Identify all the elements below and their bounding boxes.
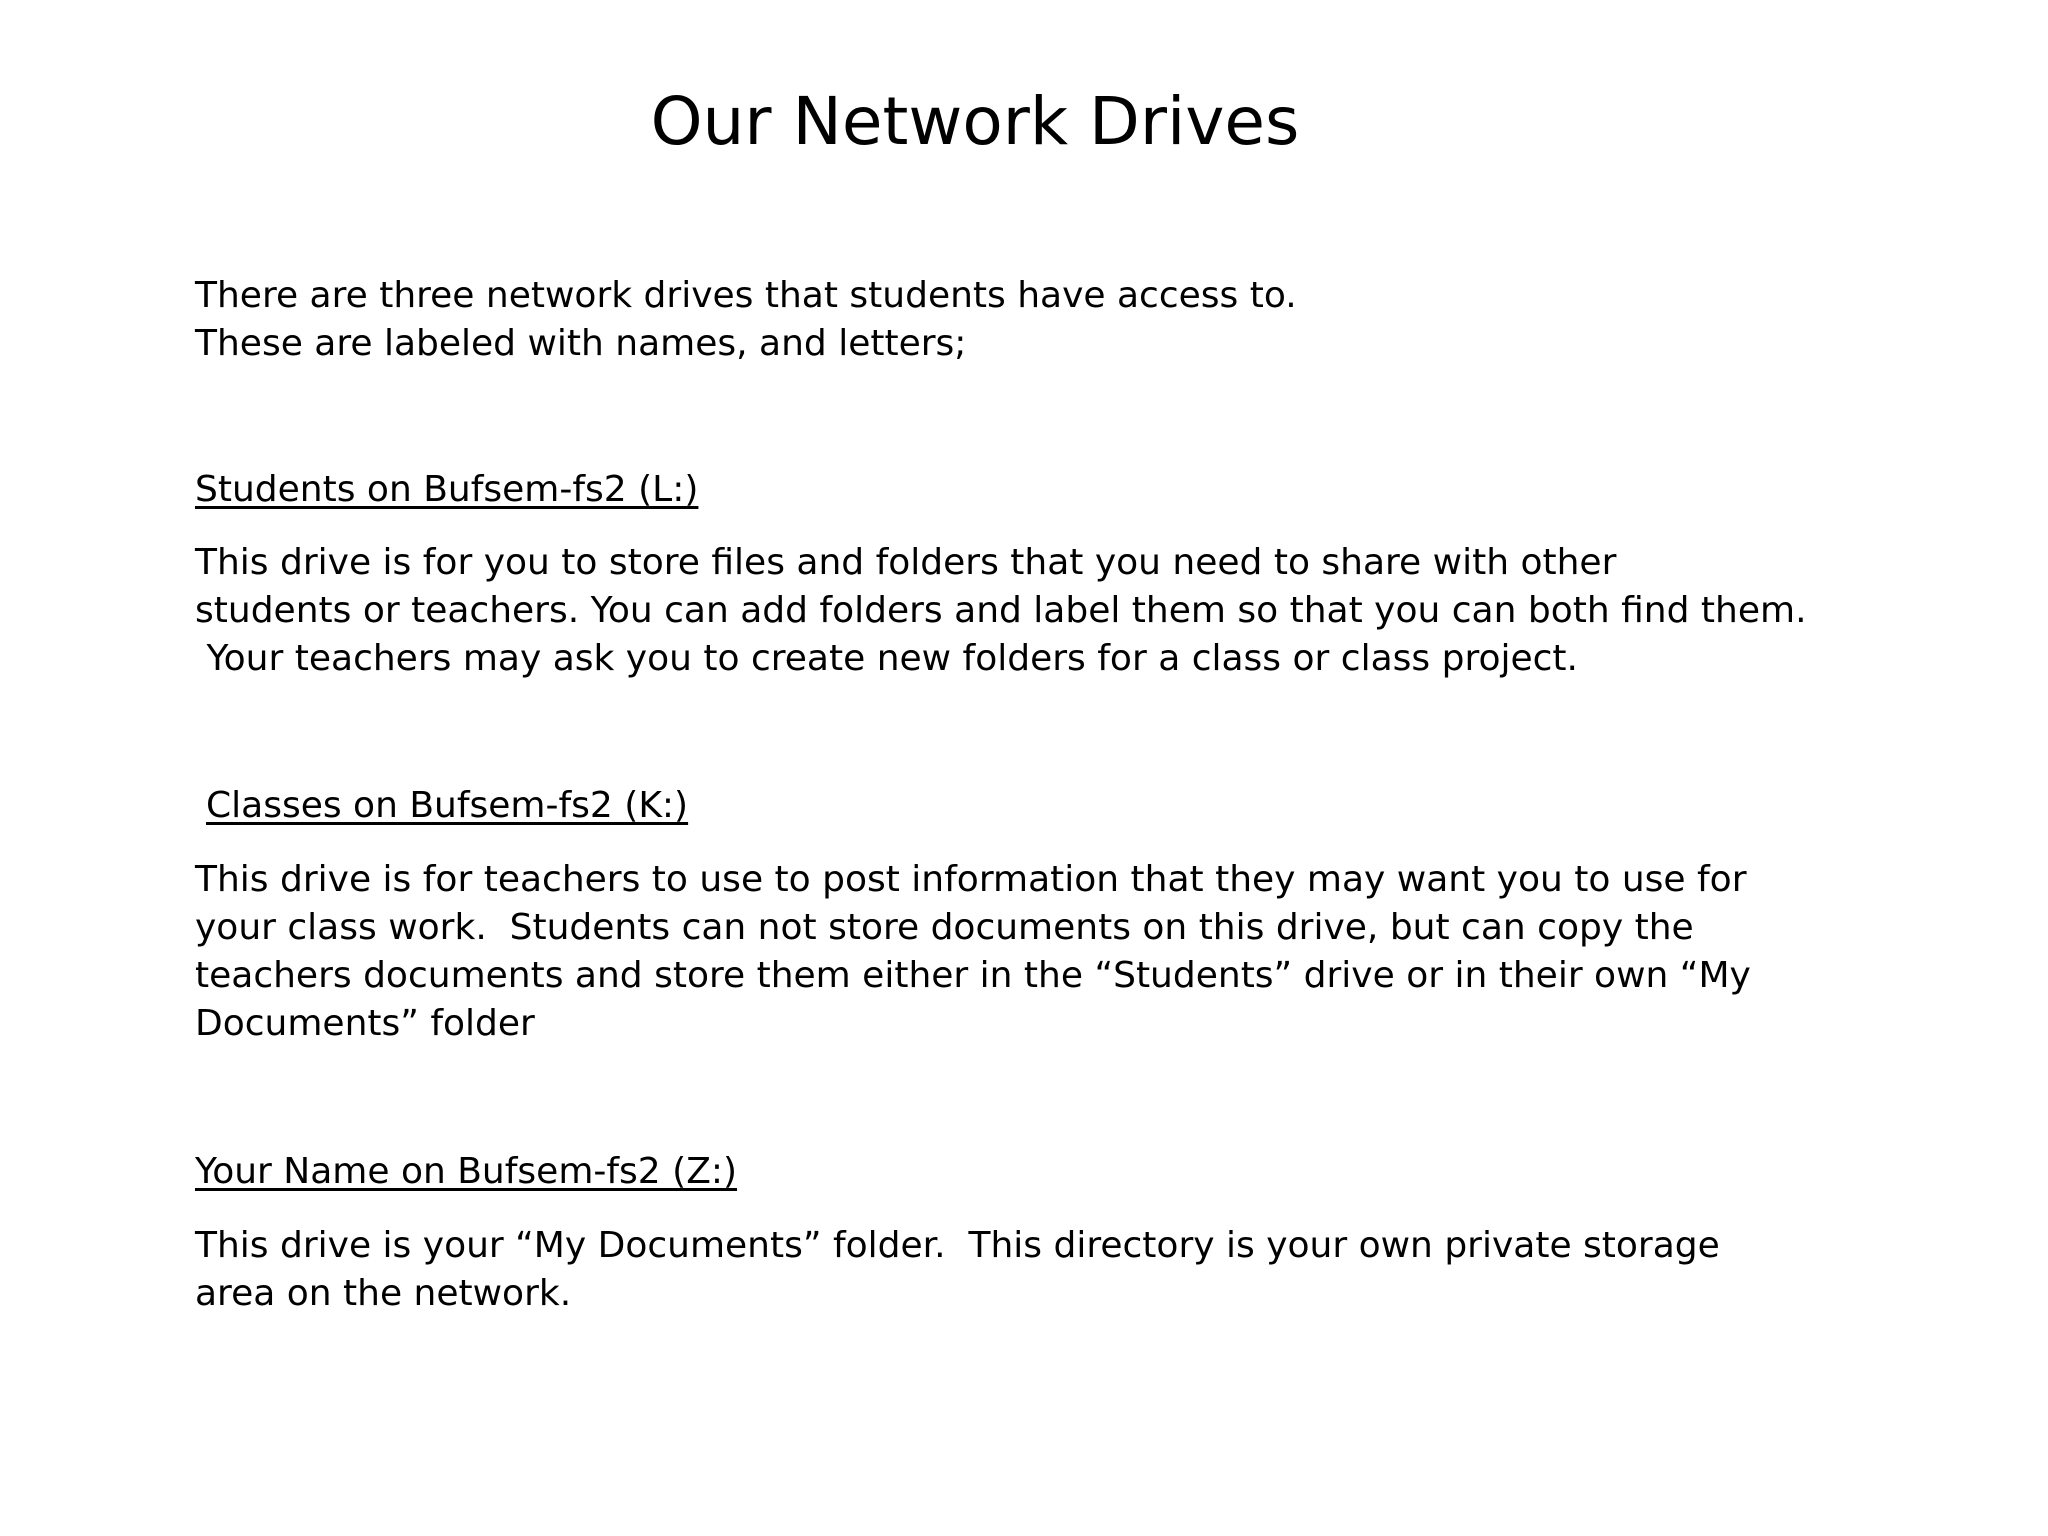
intro-line-1: There are three network drives that students have access to. xyxy=(195,275,1297,316)
personal-drive-description xyxy=(195,1222,1720,1318)
personal-drive-heading: Your Name on Bufsem-fs2 (Z:) xyxy=(195,1151,738,1192)
classes-drive-line-3: teachers documents and store them either in the “Students” drive or in their own “My xyxy=(195,955,1751,996)
classes-drive-line-1: This drive is for teachers to use to post information that they may want you to use for xyxy=(195,859,1747,900)
students-drive-heading: Students on Bufsem-fs2 (L:) xyxy=(195,469,699,510)
page-title: Our Network Drives xyxy=(650,83,1300,160)
intro-paragraph xyxy=(195,272,1795,368)
students-drive-line-3: Your teachers may ask you to create new folders for a class or class project. xyxy=(195,638,1578,679)
students-drive-description xyxy=(195,539,1807,683)
classes-drive-heading: Classes on Bufsem-fs2 (K:) xyxy=(206,785,689,826)
personal-drive-line-1: This drive is your “My Documents” folder. This directory is your own private storage xyxy=(195,1225,1720,1266)
personal-drive-line-2: area on the network. xyxy=(195,1273,572,1314)
intro-line-2: These are labeled with names, and letters; xyxy=(195,323,967,364)
classes-drive-description xyxy=(195,856,1751,1048)
classes-drive-line-2: your class work. Students can not store documents on this drive, but can copy the xyxy=(195,907,1694,948)
students-drive-line-1: This drive is for you to store files and folders that you need to share with other xyxy=(195,542,1617,583)
classes-drive-line-4: Documents” folder xyxy=(195,1003,535,1044)
students-drive-line-2: students or teachers. You can add folders and label them so that you can both find them. xyxy=(195,590,1807,631)
